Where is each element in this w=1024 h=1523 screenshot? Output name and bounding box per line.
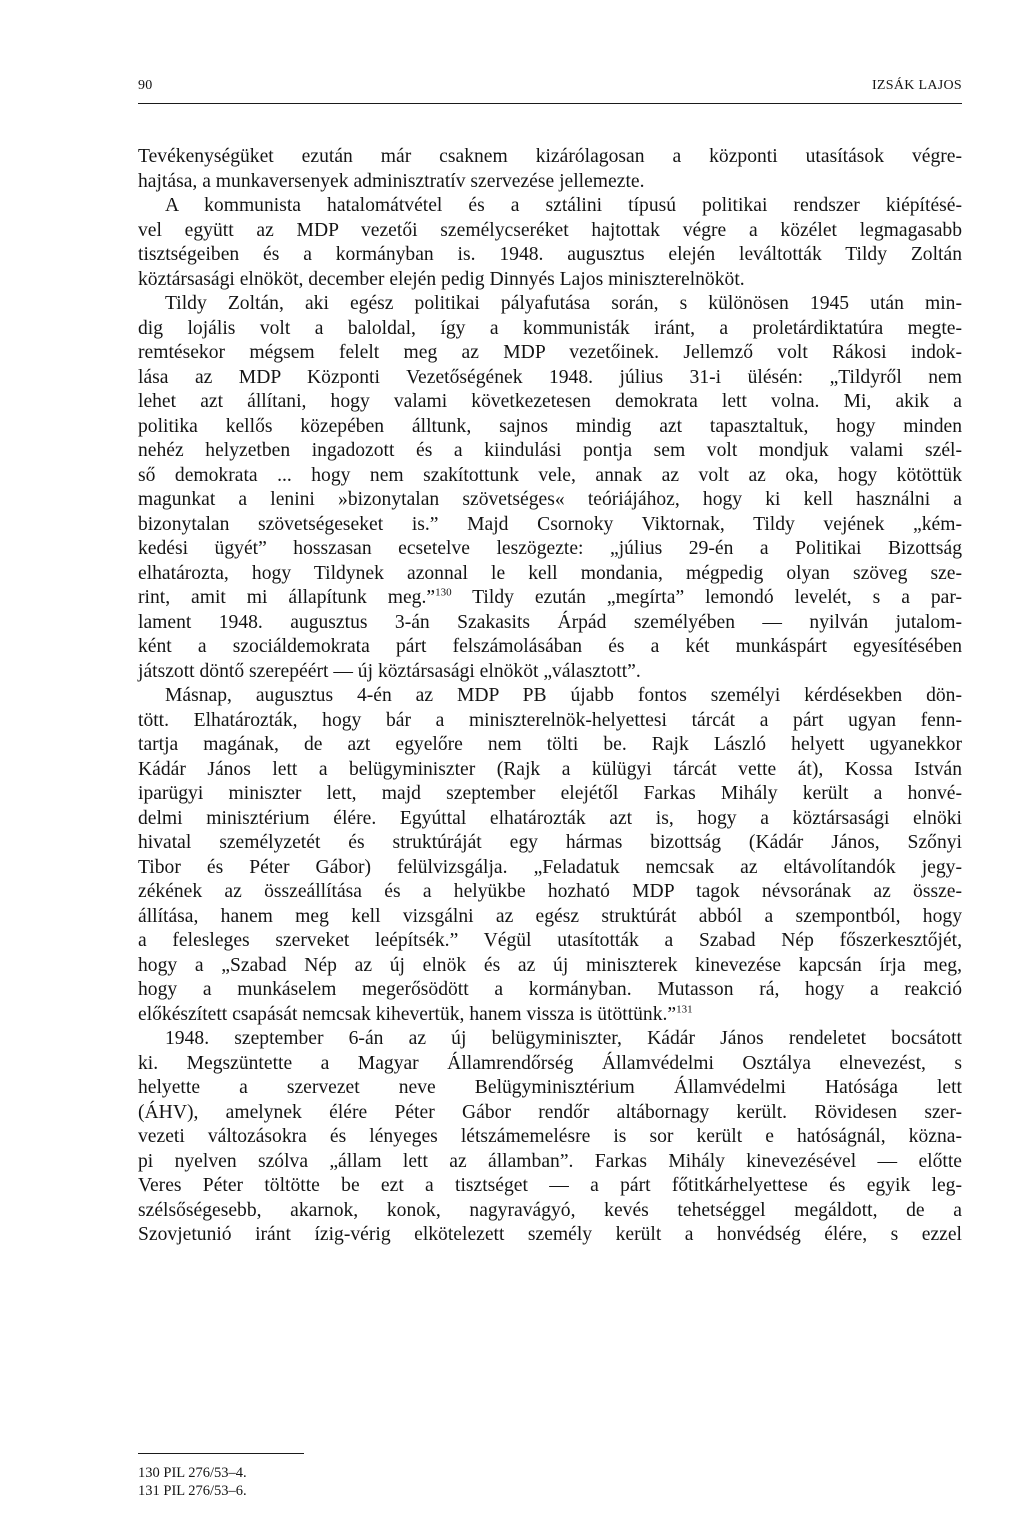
text-line-content: (ÁHV), amelynek élére Péter Gábor rendőr altábornagy került. Rövidesen szer- bbox=[138, 1101, 962, 1123]
text-line-content: szélsőségesebb, akarnok, konok, nagyravágyó, kevés tehetséggel megáldott, de a bbox=[138, 1199, 962, 1221]
text-line bbox=[138, 145, 962, 170]
text-line-content: 1948. szeptember 6-án az új belügyminiszter, Kádár János rendeletet bocsátott bbox=[165, 1028, 962, 1049]
text-line bbox=[138, 1199, 962, 1224]
text-line-content: rint, amit mi állapítunk meg.” bbox=[138, 587, 436, 608]
text-line bbox=[138, 415, 962, 440]
footnote-reference: 131 bbox=[676, 1002, 693, 1015]
text-line-content: iparügyi miniszter lett, majd szeptember elejétől Farkas Mihály került a honvé- bbox=[138, 783, 962, 804]
text-line bbox=[138, 562, 962, 587]
text-line-content: elhatározta, hogy Tildynek azonnal le kell mondania, mégpedig olyan szöveg sze- bbox=[138, 562, 962, 584]
text-line bbox=[138, 856, 962, 881]
text-line bbox=[138, 880, 962, 905]
text-line-content: pi nyelven szólva „állam lett az államban”. Farkas Mihály kinevezésével — előtte bbox=[138, 1150, 962, 1172]
text-line bbox=[138, 488, 962, 513]
text-line-content: hivatal személyzetét és struktúráját egy hármas bizottság (Kádár János, Szőnyi bbox=[138, 832, 962, 853]
text-line-content: helyette a szervezet neve Belügyminisztérium Államvédelmi Hatósága lett bbox=[138, 1077, 962, 1098]
text-line bbox=[138, 1223, 962, 1248]
text-line-content: hogy a „Szabad Nép az új elnök és az új miniszterek kinevezése kapcsán írja meg, bbox=[138, 954, 962, 976]
text-line-content: dig lojális volt a baloldal, így a kommunisták iránt, a proletárdiktatúra megte- bbox=[138, 317, 962, 339]
text-line bbox=[138, 243, 962, 268]
text-line bbox=[138, 1125, 962, 1150]
text-line-content: kedési ügyét” hosszasan ecsetelve leszögezte: „július 29-én a Politikai Bizottság bbox=[138, 538, 962, 559]
text-line bbox=[138, 390, 962, 415]
text-line-content: Másnap, augusztus 4-én az MDP PB újabb fontos személyi kérdésekben dön- bbox=[165, 685, 962, 706]
text-line bbox=[138, 1076, 962, 1101]
text-line bbox=[138, 1052, 962, 1077]
text-line-content: Tildy Zoltán, aki egész politikai pályafutása során, s különösen 1945 után min- bbox=[165, 293, 962, 314]
text-line bbox=[138, 1174, 962, 1199]
text-line bbox=[138, 954, 962, 979]
text-line-content: lása az MDP Központi Vezetőségének 1948. július 31-i ülésén: „Tildyről nem bbox=[138, 366, 962, 388]
text-line-content: ki. Megszüntette a Magyar Államrendőrség Államvédelmi Osztálya elnevezést, s bbox=[138, 1052, 962, 1074]
text-line bbox=[138, 831, 962, 856]
footnote: 130 PIL 276/53–4. bbox=[138, 1465, 247, 1481]
text-line-content: állítása, hanem meg kell vizsgálni az egész struktúrát abból a szempontból, hogy bbox=[138, 905, 962, 927]
page-number: 90 bbox=[138, 78, 153, 93]
text-line bbox=[138, 464, 962, 489]
text-line bbox=[138, 341, 962, 366]
text-line bbox=[138, 366, 962, 391]
text-line-content: tisztségeiben és a kormányban is. 1948. augusztus elején leváltották Tildy Zoltán bbox=[138, 244, 962, 265]
text-line-content: játszott döntő szerepéért — új köztársasági elnököt „választott”. bbox=[138, 660, 641, 682]
text-line-content: Tevékenységüket ezután már csaknem kizárólagosan a központi utasítások végre- bbox=[138, 146, 962, 167]
text-line-content: hogy a munkáselem megerősödött a kormányban. Mutasson rá, hogy a reakció bbox=[138, 979, 962, 1000]
text-line bbox=[138, 219, 962, 244]
text-line-continuation: Tildy ezután „megírta” lemondó levelét, s a par- bbox=[451, 587, 962, 608]
text-line bbox=[138, 1150, 962, 1175]
text-line bbox=[138, 292, 962, 317]
text-line bbox=[138, 978, 962, 1003]
text-line-content: Szovjetunió iránt ízig-vérig elkötelezett személy került a honvédség élére, s ezzel bbox=[138, 1224, 962, 1245]
page-header bbox=[138, 78, 962, 98]
text-line bbox=[138, 929, 962, 954]
text-line-content: magunkat a lenini »bizonytalan szövetséges« teóriájához, hogy ki kell használni a bbox=[138, 489, 962, 510]
text-line bbox=[138, 268, 962, 293]
text-line-content: tött. Elhatározták, hogy bár a miniszterelnök-helyettesi tárcát a párt ugyan fenn- bbox=[138, 709, 962, 731]
text-line bbox=[138, 194, 962, 219]
text-line bbox=[138, 513, 962, 538]
body-text bbox=[138, 145, 962, 1248]
text-line-content: ső demokrata ... hogy nem szakítottunk vele, annak az volt az oka, hogy kötöttük bbox=[138, 464, 962, 486]
footnotes bbox=[138, 1464, 247, 1500]
text-line-content: politika kellős közepében álltunk, sajnos mindig azt tapasztaltuk, hogy minden bbox=[138, 415, 962, 437]
text-line-content: lehet azt állítani, hogy valami következetesen demokrata lett volna. Mi, akik a bbox=[138, 391, 962, 412]
text-line-content: lament 1948. augusztus 3-án Szakasits Árpád személyében — nyilván jutalom- bbox=[138, 611, 962, 633]
text-line bbox=[138, 905, 962, 930]
text-line-content: Veres Péter töltötte be ezt a tisztséget — a párt főtitkárhelyettese és egyik leg- bbox=[138, 1175, 962, 1196]
text-line bbox=[138, 586, 962, 611]
text-line-content: ként a szociáldemokrata párt felszámolásában és a két munkáspárt egyesítésében bbox=[138, 636, 962, 657]
text-line bbox=[138, 1027, 962, 1052]
text-line-content: előkészített csapását nemcsak kihevertük, hanem vissza is ütöttünk.” bbox=[138, 1003, 677, 1025]
footnote-rule bbox=[138, 1453, 304, 1454]
text-line bbox=[138, 684, 962, 709]
text-line-content: Kádár János lett a belügyminiszter (Rajk a külügyi tárcát vette át), Kossa István bbox=[138, 758, 962, 780]
text-line bbox=[138, 611, 962, 636]
text-line bbox=[138, 1003, 962, 1028]
text-line-content: tartja magának, de azt egyelőre nem tölti be. Rajk László helyett ugyanekkor bbox=[138, 734, 962, 755]
text-line-content: remtésekor mégsem felelt meg az MDP vezetőinek. Jellemző volt Rákosi indok- bbox=[138, 342, 962, 363]
header-rule bbox=[138, 103, 962, 104]
text-line bbox=[138, 1101, 962, 1126]
text-line bbox=[138, 635, 962, 660]
text-line bbox=[138, 733, 962, 758]
text-line bbox=[138, 782, 962, 807]
text-line bbox=[138, 317, 962, 342]
text-line-content: zékének az összeállítása és a helyükbe hozható MDP tagok névsorának az össze- bbox=[138, 881, 962, 902]
text-line-content: bizonytalan szövetségeseket is.” Majd Csornoky Viktornak, Tildy vejének „kém- bbox=[138, 513, 962, 535]
text-line bbox=[138, 807, 962, 832]
text-line-content: vezeti változásokra és lényeges létszámemelésre is sor került e hatóságnál, közna- bbox=[138, 1126, 962, 1147]
text-line bbox=[138, 170, 962, 195]
footnote-reference: 130 bbox=[435, 586, 452, 599]
running-head: IZSÁK LAJOS bbox=[871, 78, 962, 93]
text-line-content: vel együtt az MDP vezetői személycseréket hajtottak végre a közélet legmagasabb bbox=[138, 219, 962, 241]
footnote: 131 PIL 276/53–6. bbox=[138, 1483, 247, 1499]
text-line bbox=[138, 537, 962, 562]
text-line-content: hajtása, a munkaversenyek adminisztratív szervezése jellemezte. bbox=[138, 170, 645, 192]
text-line bbox=[138, 439, 962, 464]
text-line-content: köztársasági elnököt, december elején pedig Dinnyés Lajos miniszterelnököt. bbox=[138, 268, 745, 290]
text-line-content: nehéz helyzetben ingadozott és a kiindulási pontja sem volt mondjuk valami szél- bbox=[138, 440, 962, 461]
text-line-content: a felesleges szerveket leépítsék.” Végül utasították a Szabad Nép főszerkesztőjét, bbox=[138, 930, 962, 951]
text-line bbox=[138, 709, 962, 734]
text-line bbox=[138, 758, 962, 783]
text-line bbox=[138, 660, 962, 685]
text-line-content: delmi minisztérium élére. Egyúttal elhatározták azt is, hogy a köztársasági elnöki bbox=[138, 807, 962, 829]
text-line-content: Tibor és Péter Gábor) felülvizsgálja. „Feladatuk nemcsak az eltávolítandók jegy- bbox=[138, 856, 962, 878]
text-line-content: A kommunista hatalomátvétel és a sztálini típusú politikai rendszer kiépítésé- bbox=[165, 195, 962, 216]
